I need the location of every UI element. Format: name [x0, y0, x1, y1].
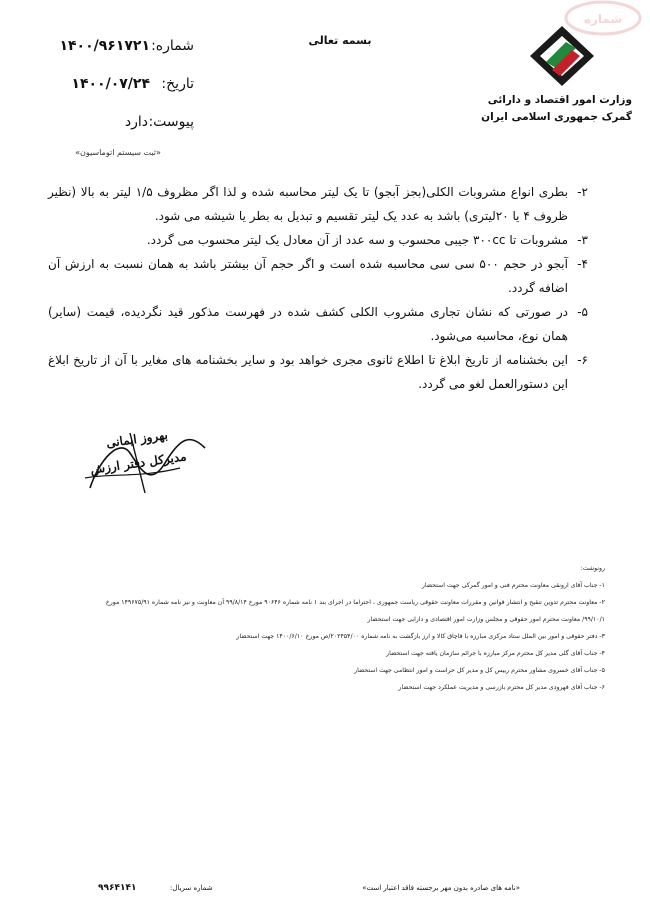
date-value: ۱۴۰۰/۰۷/۲۴ [71, 76, 150, 92]
number-label: شماره: [151, 38, 194, 54]
letter-footer [40, 884, 620, 900]
paragraph-5 [48, 300, 588, 348]
paragraph-text: آبجو در حجم ۵۰۰ سی سی محاسبه شده است و اگر حجم آن بیشتر باشد به همان نسبت به ارزش آن اضافه گردد. [48, 257, 568, 295]
copy-item: ۱- جناب آقای ارونقی معاونت محترم فنی و امور گمرکی جهت استحضار [421, 582, 605, 589]
copy-item: ۹۹/۱۰/۱/ معاونت محترم امور حقوقی و مجلس وزارت امور اقتصادی و دارایی جهت استحضار [367, 616, 605, 623]
copies-list [80, 560, 605, 696]
paragraph-4 [48, 252, 588, 300]
copy-item: ۳- دفتر حقوقی و امور بین الملل ستاد مرکزی مبارزه با قاچاق کالا و ارز بازگشت به نامه شماره ۲۰۲۴۵۴/۰۰/ص مورخ ۱۴۰۰/۶/۱۰ جهت استحضار [236, 633, 605, 640]
copy-item: ۲- معاونت محترم تدوین تنقیح و انتشار قوانین و مقررات معاونت حقوقی ریاست جمهوری ، احتراما در اجرای بند ۱ نامه شماره ۹۰۶۴۶ مورخ ۹۹/۸/۱۴ آن معاونت و نیز نامه شماره ۱۴۹۶۷۵/۹۱ مورخ [105, 599, 605, 606]
serial-label: شماره سریال: [170, 884, 213, 892]
attachment-label: پیوست: [148, 114, 194, 130]
copies-heading: رونوشت: [580, 565, 605, 572]
attachment-row [40, 114, 260, 152]
footer-disclaimer: «نامه های صادره بدون مهر برجسته فاقد اعتبار است» [362, 884, 520, 892]
paragraph-3 [48, 228, 588, 252]
letter-body [48, 180, 588, 396]
paragraph-number: ۳- [577, 233, 588, 247]
customs-logo [526, 22, 598, 90]
ministry-name: وزارت امور اقتصاد و دارائی [487, 94, 632, 106]
customs-name: گمرک جمهوری اسلامی ایران [481, 111, 632, 123]
system-note: «ثبت سیستم اتوماسیون» [75, 148, 161, 157]
attachment-value: دارد [124, 114, 148, 130]
paragraph-number: ۴- [577, 257, 588, 271]
paragraph-6 [48, 348, 588, 396]
paragraph-text: بطری انواع مشروبات الکلی(بجز آبجو) تا یک لیتر محاسبه شده و لذا اگر مظروف ۱/۵ لیتر به بالا (نظیر ظروف ۴ یا ۲۰لیتری) باشد به عدد یک لیتر تقسیم و تبدیل به بطر یا شیشه می شود. [48, 185, 568, 223]
bismillah-heading: بسمه تعالی [308, 34, 372, 47]
number-value: ۱۴۰۰/۹۶۱۷۲۱ [59, 38, 150, 54]
number-row [40, 38, 260, 76]
copy-item: ۴- جناب آقای گلی مدیر کل محترم مرکز مبارزه با جرائم سازمان یافته جهت استحضار [386, 650, 605, 657]
serial-value: ۹۹۶۴۱۴۱ [98, 883, 137, 893]
organization-block [472, 92, 632, 126]
paragraph-number: ۲- [577, 185, 588, 199]
paragraph-2 [48, 180, 588, 228]
paragraph-text: در صورتی که نشان تجاری مشروب الکلی کشف شده در فهرست مذکور قید نگردیده، قیمت (سایر) همان نوع، محاسبه می‌شود. [48, 305, 568, 343]
date-label: تاریخ: [161, 76, 194, 92]
letter-meta [40, 38, 260, 152]
date-row [40, 76, 260, 114]
signatory-name: بهروز ایمانی [105, 427, 169, 451]
paragraph-text: مشروبات تا ۳۰۰cc جیبی محسوب و سه عدد از آن معادل یک لیتر محسوب می گردد. [146, 233, 568, 247]
paragraph-number: ۵- [577, 305, 588, 319]
paragraph-number: ۶- [577, 353, 588, 367]
copy-item: ۵- جناب آقای خسروی مشاور محترم رییس کل و مدیر کل حراست و امور انتظامی جهت استحضار [354, 667, 605, 674]
watermark-text: شماره [583, 12, 623, 26]
paragraph-text: این بخشنامه از تاریخ ابلاغ تا اطلاع ثانوی مجری خواهد بود و سایر بخشنامه های مغایر با آن از تاریخ ابلاغ این دستورالعمل لغو می گردد. [48, 353, 568, 391]
signatory-title: مدیرکل دفتر ارزش [89, 449, 188, 477]
copy-item: ۶- جناب آقای فهرودی مدیر کل محترم بازرسی و مدیریت عملکرد جهت استحضار [398, 684, 605, 691]
